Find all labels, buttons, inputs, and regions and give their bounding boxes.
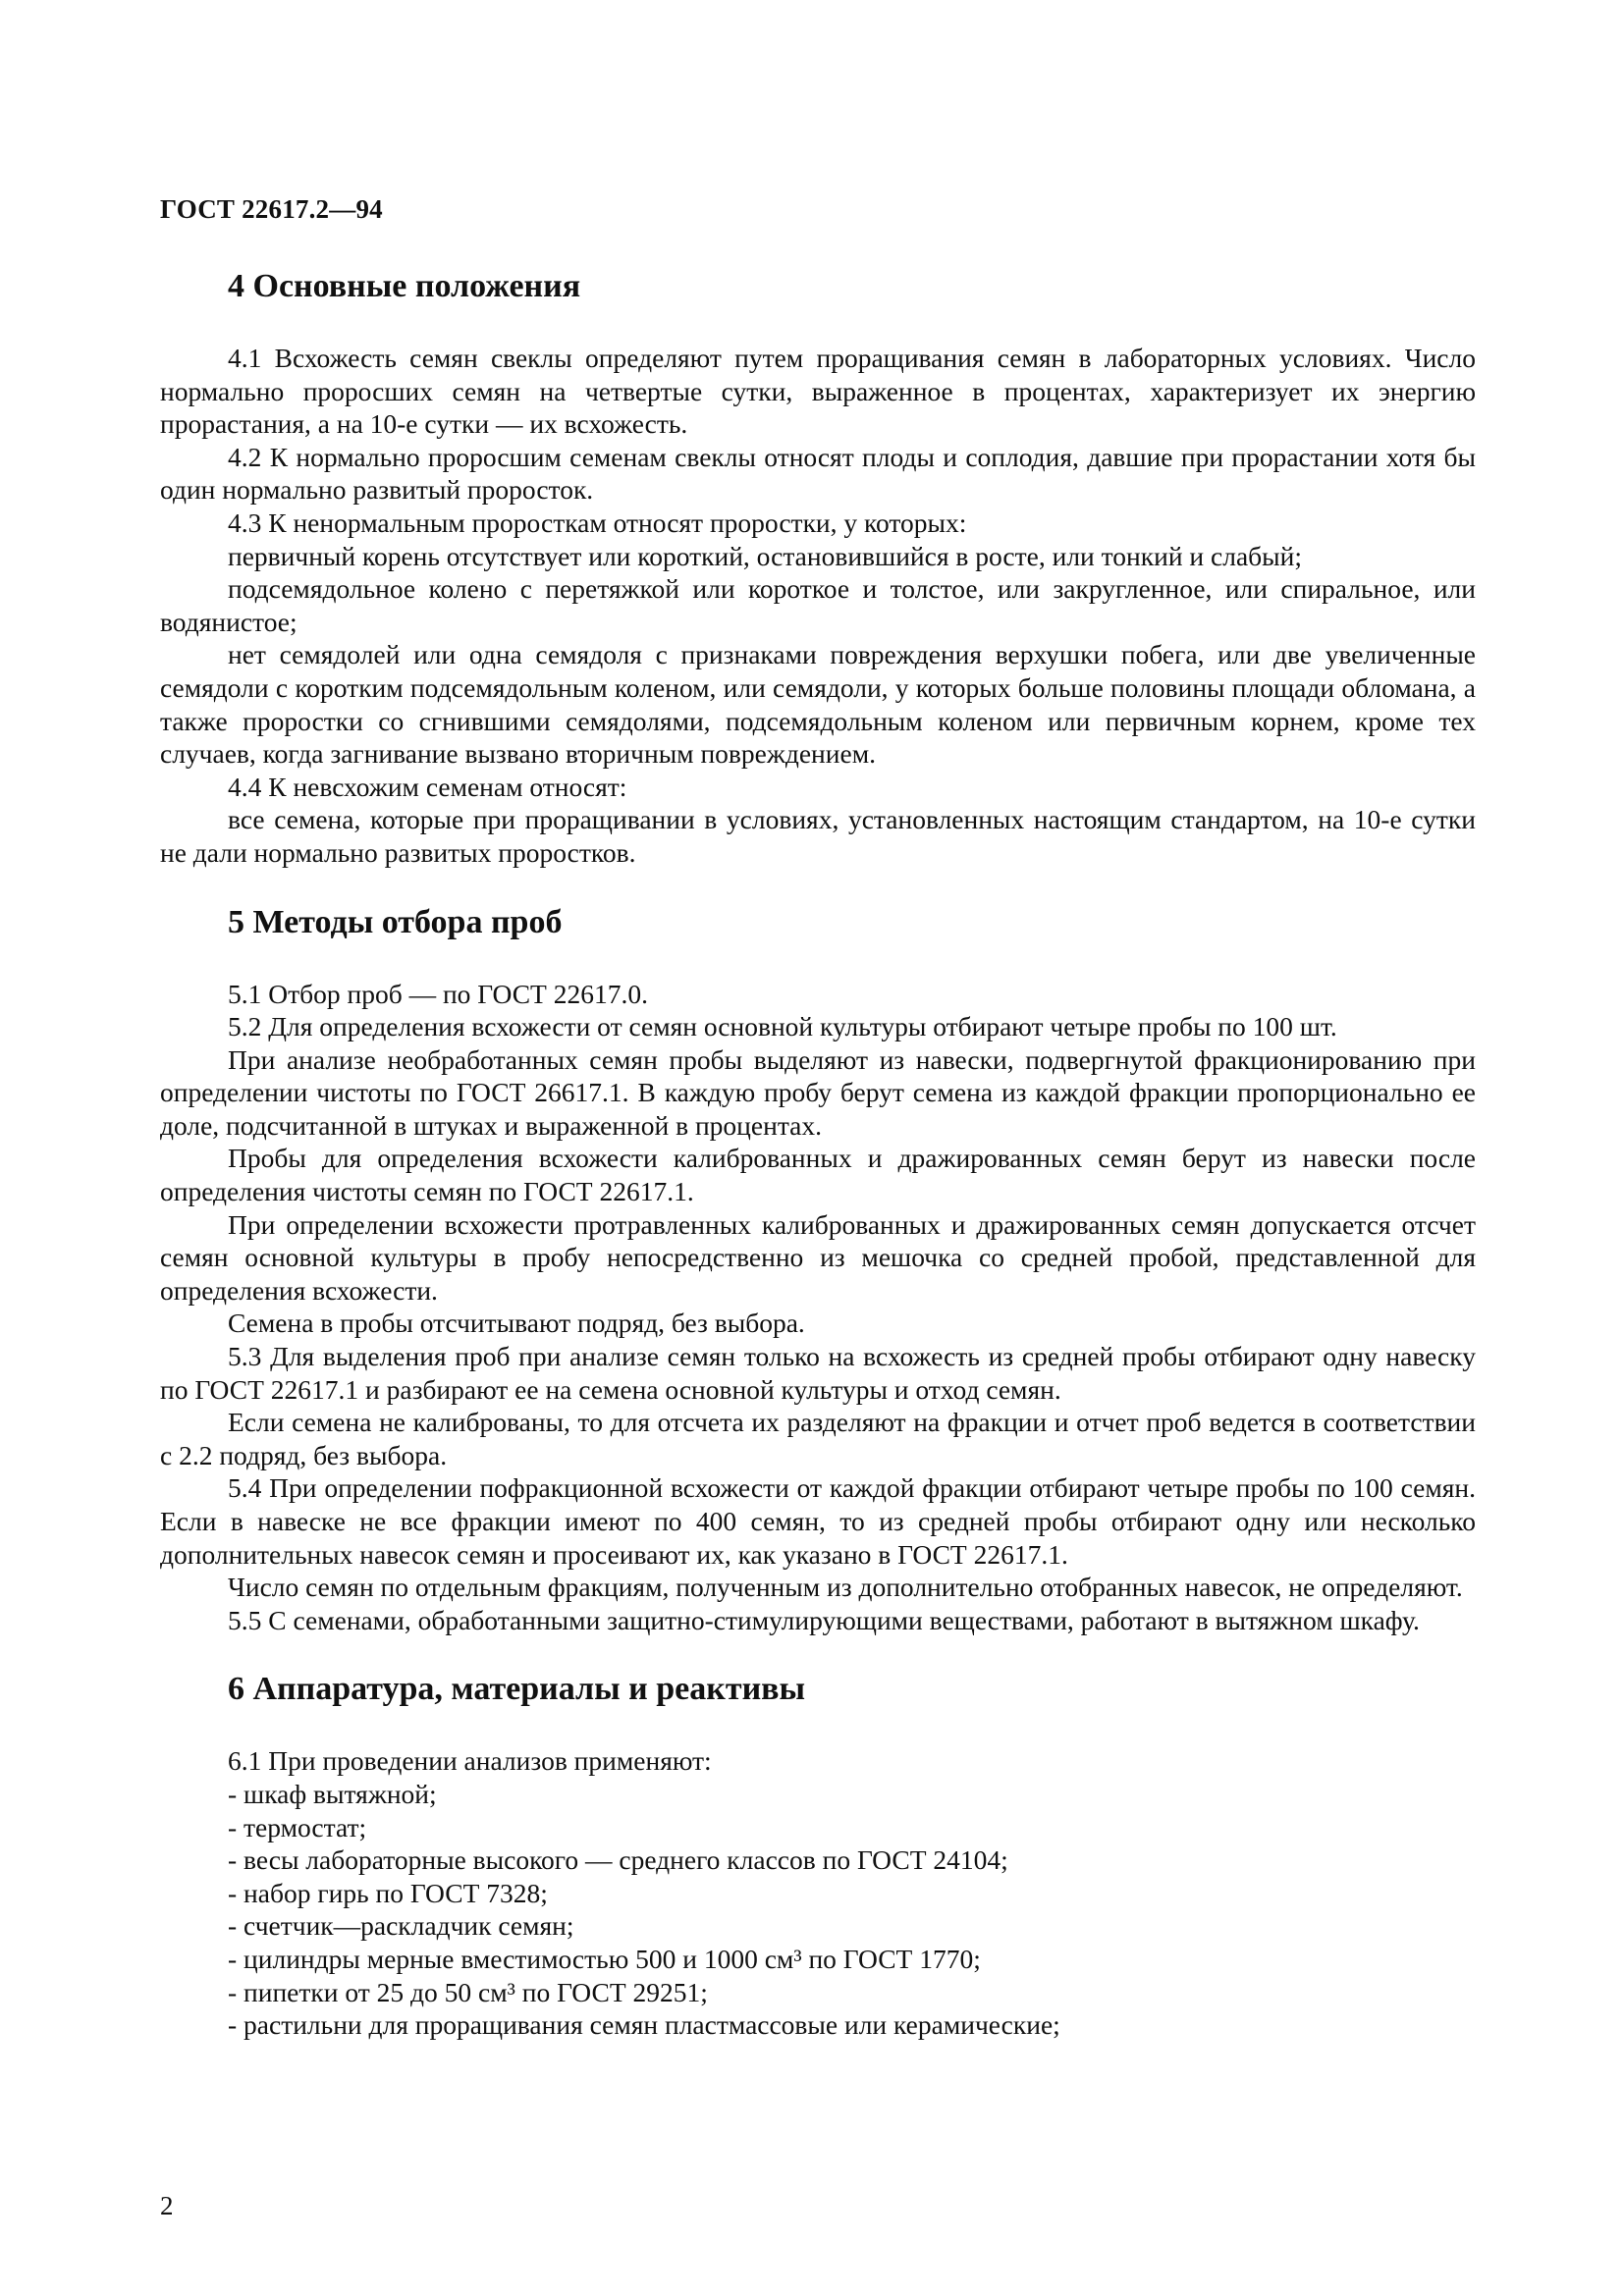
paragraph: 4.2 К нормально проросшим семенам свеклы относят плоды и соплодия, давшие при прорастании хотя бы один нормально развитый проросток.	[160, 441, 1476, 506]
paragraph: 5.5 С семенами, обработанными защитно-стимулирующими веществами, работают в вытяжном шкафу.	[228, 1604, 1420, 1635]
document-body	[160, 267, 1476, 2042]
section-heading-4: 4 Основные положения	[228, 268, 581, 304]
paragraph: 5.2 Для определения всхожести от семян основной культуры отбирают четыре пробы по 100 шт.	[228, 1011, 1337, 1042]
paragraph: 5.1 Отбор проб — по ГОСТ 22617.0.	[228, 978, 648, 1009]
document-code: ГОСТ 22617.2—94	[160, 194, 383, 224]
paragraph: При определении всхожести протравленных калиброванных и дражированных семян допускается отсчет семян основной культуры в пробу непосредственно из мешочка со средней пробой, представленной для определения всхожести.	[160, 1208, 1476, 1306]
paragraph: 4.3 К ненормальным проросткам относят проростки, у которых:	[228, 507, 967, 538]
paragraph: 5.3 Для выделения проб при анализе семян только на всхожесть из средней пробы отбирают одну навеску по ГОСТ 22617.1 и разбирают ее на семена основной культуры и отход семян.	[160, 1341, 1476, 1405]
list-item: - счетчик—раскладчик семян;	[228, 1910, 574, 1942]
paragraph: 4.1 Всхожесть семян свеклы определяют путем проращивания семян в лабораторных условиях. Число нормально проросших семян на четвертые сутки, выраженное в процентах, характеризует их энергию прорастания, а на 10-е сутки — их всхожесть.	[160, 343, 1476, 440]
paragraph: Пробы для определения всхожести калиброванных и дражированных семян берут из навески после определения чистоты семян по ГОСТ 22617.1.	[160, 1143, 1476, 1207]
section-heading-6: 6 Аппаратура, материалы и реактивы	[228, 1671, 806, 1708]
list-item: - термостат;	[228, 1811, 367, 1842]
page-number: 2	[160, 2191, 174, 2220]
list-item: - цилиндры мерные вместимостью 500 и 1000 см³ по ГОСТ 1770;	[228, 1943, 981, 1974]
list-item: - шкаф вытяжной;	[228, 1778, 437, 1809]
paragraph: Семена в пробы отсчитывают подряд, без выбора.	[228, 1308, 805, 1339]
paragraph: нет семядолей или одна семядоля с признаками повреждения верхушки побега, или две увеличенные семядоли с коротким подсемядольным коленом, или семядоли, у которых больше половины площади обломана, а также проростки со сгнившими семядолями, подсемядольным коленом или первичным корнем, кроме тех случаев, когда загнивание вызвано вторичным повреждением.	[160, 639, 1476, 770]
paragraph: подсемядольное колено с перетяжкой или короткое и толстое, или закругленное, или спиральное, или водянистое;	[160, 573, 1476, 637]
list-item: - весы лабораторные высокого — среднего классов по ГОСТ 24104;	[228, 1844, 1008, 1876]
section-heading-5: 5 Методы отбора проб	[228, 903, 563, 940]
paragraph: 6.1 При проведении анализов применяют:	[228, 1745, 712, 1777]
paragraph: При анализе необработанных семян пробы выделяют из навески, подвергнутой фракционированию при определении чистоты по ГОСТ 26617.1. В каждую пробу берут семена из каждой фракции пропорционально ее доле, подсчитанной в штуках и выраженной в процентах.	[160, 1043, 1476, 1141]
list-item: - пипетки от 25 до 50 см³ по ГОСТ 29251;	[228, 1976, 708, 2007]
paragraph: Число семян по отдельным фракциям, полученным из дополнительно отобранных навесок, не определяют.	[228, 1572, 1463, 1603]
list-item: - растильни для проращивания семян пластмассовые или керамические;	[228, 2009, 1060, 2041]
paragraph: первичный корень отсутствует или короткий, остановившийся в росте, или тонкий и слабый;	[228, 540, 1302, 571]
list-item: - набор гирь по ГОСТ 7328;	[228, 1877, 548, 1908]
paragraph: 5.4 При определении пофракционной всхожести от каждой фракции отбирают четыре пробы по 100 семян. Если в навеске не все фракции имеют по 400 семян, то из средней пробы отбирают одну или несколько дополнительных навесок семян и просеивают их, как указано в ГОСТ 22617.1.	[160, 1472, 1476, 1570]
paragraph: все семена, которые при проращивании в условиях, установленных настоящим стандартом, на 10-е сутки не дали нормально развитых проростков.	[160, 804, 1476, 868]
paragraph: Если семена не калиброваны, то для отсчета их разделяют на фракции и отчет проб ведется в соответствии с 2.2 подряд, без выбора.	[160, 1407, 1476, 1470]
paragraph: 4.4 К невсхожим семенам относят:	[228, 771, 627, 802]
